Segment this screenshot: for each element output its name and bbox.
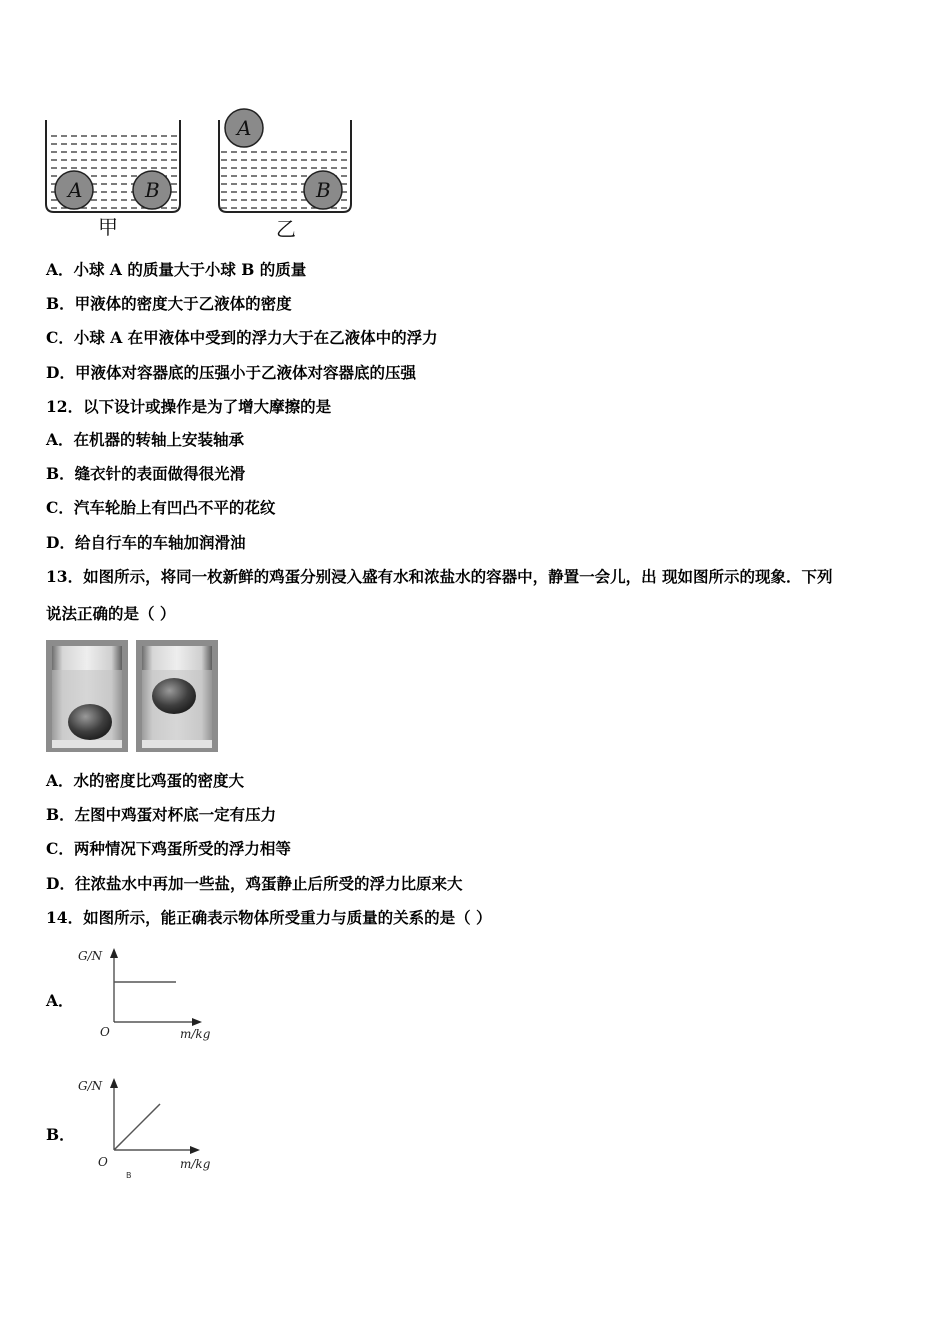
q14-option-a-label[interactable]: A．	[46, 991, 74, 1010]
container-jia	[46, 120, 180, 239]
svg-text:B: B	[145, 178, 160, 202]
beaker-saltwater	[136, 640, 218, 752]
q12-option-d[interactable]: D．给自行车的车轴加润滑油	[46, 533, 246, 552]
graph-b-y-label: G/N	[78, 1079, 103, 1093]
label-yi: 乙	[276, 217, 296, 240]
graph-b-x-label: m/kg	[180, 1157, 211, 1171]
q13-egg-photos	[46, 640, 218, 754]
q13-stem-line1: 13．如图所示，将同一枚新鲜的鸡蛋分别浸入盛有水和浓盐水的容器中，静置一会儿，出 现如图所示的现象．下列	[46, 567, 833, 586]
q14-graph-a	[70, 944, 230, 1048]
q11-container-figure	[40, 108, 360, 240]
container-yi	[219, 109, 351, 240]
egg-floating	[152, 678, 196, 714]
graph-a-x-label: m/kg	[180, 1027, 211, 1041]
svg-text:A: A	[68, 178, 83, 202]
graph-b-footnote: B	[126, 1171, 132, 1180]
graph-a-y-label: G/N	[78, 949, 103, 963]
label-jia: 甲	[98, 215, 118, 239]
q14-stem: 14．如图所示，能正确表示物体所受重力与质量的关系的是（ ）	[46, 908, 492, 927]
q13-option-d[interactable]: D．往浓盐水中再加一些盐，鸡蛋静止后所受的浮力比原来大	[46, 874, 463, 893]
q11-option-a[interactable]: A．小球 A 的质量大于小球 B 的质量	[46, 260, 307, 279]
graph-b-line	[114, 1104, 160, 1150]
q12-stem: 12．以下设计或操作是为了增大摩擦的是	[46, 397, 332, 416]
q12-option-c[interactable]: C．汽车轮胎上有凹凸不平的花纹	[46, 498, 276, 517]
q13-option-b[interactable]: B．左图中鸡蛋对杯底一定有压力	[46, 805, 277, 824]
q11-option-d[interactable]: D．甲液体对容器底的压强小于乙液体对容器底的压强	[46, 363, 416, 382]
svg-text:A: A	[237, 116, 252, 140]
svg-text:B: B	[316, 178, 331, 202]
q12-option-a[interactable]: A．在机器的转轴上安装轴承	[46, 430, 245, 449]
q13-option-a[interactable]: A．水的密度比鸡蛋的密度大	[46, 771, 245, 790]
q13-stem-line2: 说法正确的是（ ）	[46, 604, 176, 623]
graph-a-origin: O	[100, 1025, 110, 1039]
beaker-water	[46, 640, 128, 752]
q13-option-c[interactable]: C．两种情况下鸡蛋所受的浮力相等	[46, 839, 291, 858]
q11-option-c[interactable]: C．小球 A 在甲液体中受到的浮力大于在乙液体中的浮力	[46, 328, 438, 347]
q12-option-b[interactable]: B．缝衣针的表面做得很光滑	[46, 464, 246, 483]
egg-sunk	[68, 704, 112, 740]
graph-b-origin: O	[98, 1155, 108, 1169]
q14-graph-b	[70, 1074, 230, 1182]
q14-option-b-label[interactable]: B．	[46, 1125, 75, 1144]
q11-option-b[interactable]: B．甲液体的密度大于乙液体的密度	[46, 294, 292, 313]
